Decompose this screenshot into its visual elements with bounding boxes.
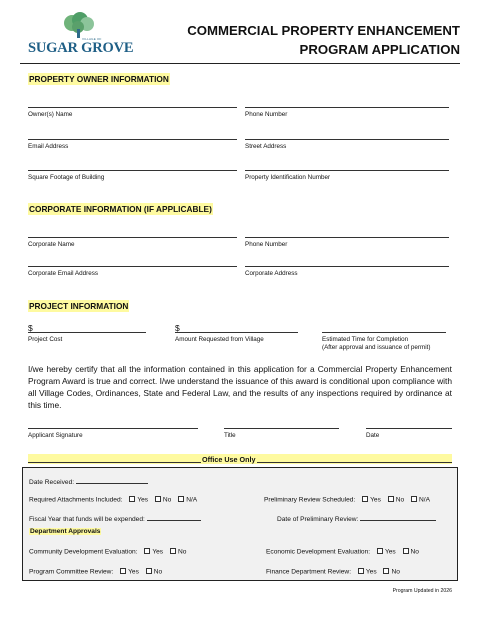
section-heading-project: PROJECT INFORMATION [29, 301, 129, 311]
completion-time-line[interactable] [322, 324, 446, 333]
owner-phone-line[interactable] [245, 99, 449, 108]
attachments-row [29, 496, 197, 504]
corporate-address-field[interactable] [245, 258, 449, 278]
no-label: No [395, 496, 405, 504]
owner-name-label: Owner(s) Name [28, 111, 73, 118]
corporate-email-label: Corporate Email Address [28, 270, 98, 277]
amount-requested-label: Amount Requested from Village [175, 336, 264, 343]
project-cost-field[interactable] [28, 324, 146, 344]
preliminary-na-checkbox[interactable] [411, 496, 417, 502]
department-approvals-heading: Department Approvals [30, 528, 101, 535]
pin-line[interactable] [245, 162, 449, 171]
amount-requested-field[interactable] [175, 324, 298, 344]
street-address-label: Street Address [245, 143, 287, 150]
attachments-na-checkbox[interactable] [178, 496, 184, 502]
corporate-phone-field[interactable] [245, 229, 449, 249]
section-heading-corporate: CORPORATE INFORMATION (IF APPLICABLE) [29, 204, 212, 214]
no-label: No [162, 496, 172, 504]
preliminary-scheduled-row [264, 496, 430, 504]
owner-phone-field[interactable] [245, 99, 449, 119]
yes-label: Yes [137, 496, 149, 504]
na-label: N/A [186, 496, 198, 504]
certification-text: I/we hereby certify that all the information contained in this application for a Commercial Property Enhancement Program Award is true and correct. I/we understand the issuance of this award is conditional upon compliance with all Village Codes, Ordinances, State and Federal Law, and the results of any inspections required by ordinance at this time. [28, 364, 452, 410]
finance-dept-row [266, 568, 400, 576]
completion-time-label-text: Estimated Time for Completion [322, 336, 409, 343]
corporate-name-line[interactable] [28, 229, 237, 238]
signature-label: Applicant Signature [28, 432, 83, 439]
economic-dev-no-checkbox[interactable] [403, 548, 409, 554]
logo-text: SUGAR GROVE [28, 40, 134, 56]
economic-dev-label: Economic Development Evaluation: [266, 548, 371, 556]
preliminary-no-checkbox[interactable] [388, 496, 394, 502]
completion-time-field[interactable] [322, 324, 446, 351]
fiscal-year-blank[interactable] [147, 514, 201, 521]
street-address-line[interactable] [245, 131, 449, 140]
attachments-no-checkbox[interactable] [155, 496, 161, 502]
square-footage-line[interactable] [28, 162, 237, 171]
street-address-field[interactable] [245, 131, 449, 151]
yes-label: Yes [152, 548, 164, 556]
owner-phone-label: Phone Number [245, 111, 288, 118]
community-dev-row [29, 548, 186, 556]
community-dev-yes-checkbox[interactable] [144, 548, 150, 554]
community-dev-no-checkbox[interactable] [170, 548, 176, 554]
square-footage-field[interactable] [28, 162, 237, 182]
fiscal-year-label: Fiscal Year that funds will be expended: [29, 516, 145, 523]
date-received-row [29, 477, 148, 486]
project-cost-line[interactable] [28, 324, 146, 333]
square-footage-label: Square Footage of Building [28, 174, 105, 181]
date-field[interactable] [366, 420, 452, 440]
tree-icon [60, 12, 98, 40]
sugar-grove-logo [28, 12, 134, 56]
title-line-1: COMMERCIAL PROPERTY ENHANCEMENT [187, 23, 460, 38]
economic-dev-yes-checkbox[interactable] [377, 548, 383, 554]
signature-field[interactable] [28, 420, 198, 440]
fiscal-year-row [29, 514, 201, 523]
corporate-name-label: Corporate Name [28, 241, 75, 248]
preliminary-date-label: Date of Preliminary Review: [277, 516, 359, 523]
no-label: No [410, 548, 419, 556]
completion-time-note: (After approval and issuance of permit) [322, 343, 431, 351]
office-use-heading [28, 454, 452, 464]
owner-email-label: Email Address [28, 143, 69, 150]
preliminary-date-blank[interactable] [360, 514, 436, 521]
pin-label: Property Identification Number [245, 174, 331, 181]
community-dev-label: Community Development Evaluation: [29, 548, 138, 556]
amount-requested-line[interactable] [175, 324, 298, 333]
signature-line[interactable] [28, 420, 198, 429]
yes-label: Yes [365, 568, 377, 576]
logo-small-text: VILLAGE OF [82, 37, 102, 41]
na-label: N/A [419, 496, 430, 504]
corporate-email-line[interactable] [28, 258, 237, 267]
dollar-sign: $ [175, 323, 180, 333]
section-heading-owner: PROPERTY OWNER INFORMATION [29, 74, 169, 84]
date-line[interactable] [366, 420, 452, 429]
pin-field[interactable] [245, 162, 449, 182]
program-committee-row [29, 568, 162, 576]
corporate-address-label: Corporate Address [245, 270, 298, 277]
corporate-email-field[interactable] [28, 258, 237, 278]
no-label: No [153, 568, 163, 576]
preliminary-yes-checkbox[interactable] [362, 496, 368, 502]
finance-dept-yes-checkbox[interactable] [358, 568, 364, 574]
page-title [187, 21, 460, 59]
completion-time-label [322, 336, 446, 351]
finance-dept-no-checkbox[interactable] [383, 568, 389, 574]
attachments-yes-checkbox[interactable] [129, 496, 135, 502]
preliminary-scheduled-label: Preliminary Review Scheduled: [264, 496, 356, 504]
date-received-label: Date Received: [29, 479, 75, 486]
project-cost-label: Project Cost [28, 336, 63, 343]
title-line-2: PROGRAM APPLICATION [299, 42, 460, 57]
title-divider [20, 63, 460, 64]
title-field[interactable] [224, 420, 339, 440]
no-label: No [391, 568, 400, 576]
office-use-box [22, 467, 458, 581]
date-label: Date [366, 432, 380, 439]
owner-email-line[interactable] [28, 131, 237, 140]
finance-dept-label: Finance Department Review: [266, 568, 352, 576]
program-committee-label: Program Committee Review: [29, 568, 114, 576]
preliminary-date-row [277, 514, 436, 523]
program-committee-no-checkbox[interactable] [146, 568, 152, 574]
attachments-label: Required Attachments Included: [29, 496, 123, 504]
footer-note: Program Updated in 2026 [392, 588, 452, 594]
corporate-address-line[interactable] [245, 258, 449, 267]
corporate-phone-label: Phone Number [245, 241, 288, 248]
no-label: No [177, 548, 187, 556]
office-use-title: Office Use Only [202, 455, 256, 464]
yes-label: Yes [128, 568, 139, 576]
owner-email-field[interactable] [28, 131, 237, 151]
dollar-sign: $ [28, 323, 33, 333]
title-label: Title [224, 432, 236, 439]
owner-name-line[interactable] [28, 99, 237, 108]
corporate-phone-line[interactable] [245, 229, 449, 238]
title-line[interactable] [224, 420, 339, 429]
yes-label: Yes [370, 496, 381, 504]
owner-name-field[interactable] [28, 99, 237, 119]
program-committee-yes-checkbox[interactable] [120, 568, 126, 574]
economic-dev-row [266, 548, 419, 556]
corporate-name-field[interactable] [28, 229, 237, 249]
yes-label: Yes [384, 548, 396, 556]
date-received-blank[interactable] [76, 477, 148, 484]
